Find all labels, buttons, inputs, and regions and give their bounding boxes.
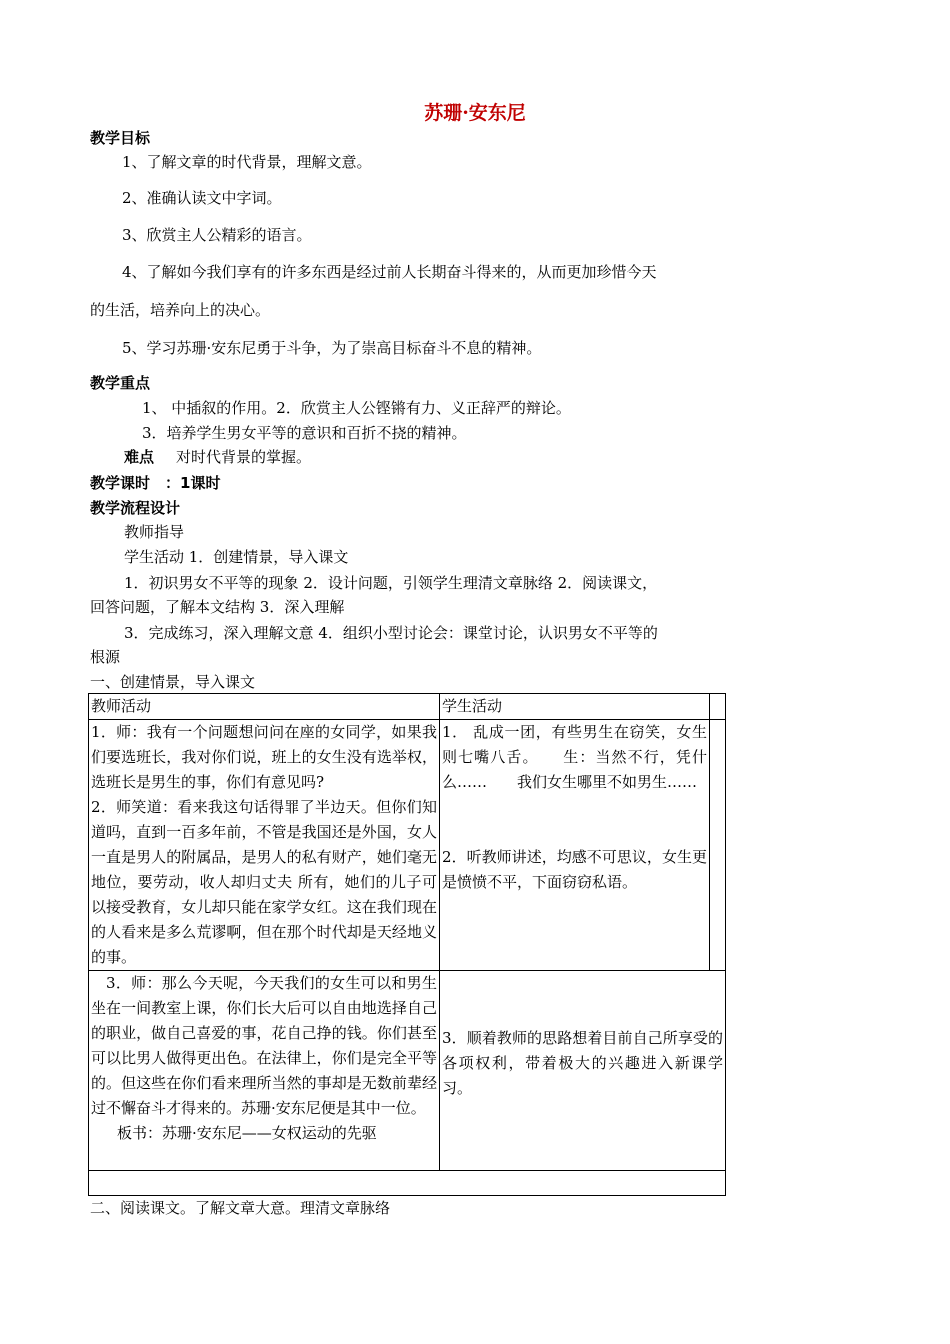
header-student-activity: 学生活动 (440, 694, 710, 720)
key-points-heading: 教学重点 (90, 374, 151, 392)
section-heading-1: 一、创建情景，导入课文 (90, 673, 256, 691)
board-writing: 板书：苏珊·安东尼——女权运动的先驱 (117, 1124, 377, 1142)
key-point-line: 3．培养学生男女平等的意识和百折不挠的精神。 (142, 424, 467, 442)
objective-item: 3、欣赏主人公精彩的语言。 (122, 226, 312, 244)
objective-item: 2、准确认读文中字词。 (122, 189, 282, 207)
class-hours: 教学课时 ：1课时 (90, 474, 221, 492)
teacher-activity-1: 1．师：我有一个问题想问问在座的女同学，如果我们要选班长，我对你们说，班上的女生没有选举权，选班长是男生的事，你们有意见吗? (91, 723, 437, 791)
teacher-activity-2: 2．师笑道：看来我这句话得罪了半边天。但你们知道吗，直到一百多年前，不管是我国还是外国，女人一直是男人的附属品，是男人的私有财产，她们毫无地位，要劳动，收人却归丈夫 所有，她们的儿子可以接受教育，女儿却只能在家学女红。这在我们现在的人看来是多么荒谬啊，但在那个时代却是天经地义的事。 (91, 798, 437, 966)
student-activity-cell (440, 971, 726, 1171)
flow-teacher-guide: 教师指导 (124, 523, 185, 541)
table-spacer-cell (710, 720, 726, 971)
flow-heading: 教学流程设计 (90, 499, 181, 517)
flow-student-activity: 学生活动 1．创建情景，导入课文 (124, 548, 349, 566)
difficulty-text: 对时代背景的掌握。 (176, 448, 312, 466)
student-activity-3: 3．顺着教师的思路想着目前自己所享受的各项权利，带着极大的兴趣进入新课学习。 (442, 1029, 723, 1097)
teacher-activity-cell (89, 720, 440, 971)
teacher-activity-cell (89, 971, 440, 1171)
table-spacer-cell (710, 694, 726, 720)
table-empty-row (89, 1171, 726, 1196)
student-activity-1: 1． 乱成一团，有些男生在窃笑，女生则七嘴八舌。 生：当然不行，凭什么…… 我们女生哪里不如男生…… (442, 723, 707, 791)
objective-item-continued: 的生活，培养向上的决心。 (90, 301, 271, 319)
flow-line: 回答问题，了解本文结构 3．深入理解 (90, 598, 345, 616)
difficulty-label: 难点 (124, 448, 155, 466)
flow-line: 1．初识男女不平等的现象 2．设计问题，引领学生理清文章脉络 2．阅读课文， (124, 574, 658, 592)
document-title: 苏珊·安东尼 (424, 102, 526, 124)
key-point-line: 1、 中插叙的作用。2．欣赏主人公铿锵有力、义正辞严的辩论。 (142, 399, 571, 417)
activity-table (88, 693, 726, 1196)
student-activity-2: 2．听教师讲述，均感不可思议，女生更是愤愤不平，下面窃窃私语。 (442, 848, 707, 891)
header-teacher-activity: 教师活动 (89, 694, 440, 720)
flow-line: 3．完成练习，深入理解文意 4．组织小型讨论会：课堂讨论，认识男女不平等的 (124, 624, 658, 642)
objective-item: 5、学习苏珊·安东尼勇于斗争，为了崇高目标奋斗不息的精神。 (122, 339, 542, 357)
objectives-heading: 教学目标 (90, 129, 151, 147)
objective-item: 4、了解如今我们享有的许多东西是经过前人长期奋斗得来的，从而更加珍惜今天 (122, 263, 657, 281)
student-activity-cell (440, 720, 710, 971)
teacher-activity-3: 3．师：那么今天呢，今天我们的女生可以和男生坐在一间教室上课，你们长大后可以自由地选择自己的职业，做自己喜爱的事，花自己挣的钱。你们甚至可以比男人做得更出色。在法律上，你们是完全平等的。但这些在你们看来理所当然的事却是无数前辈经过不懈奋斗才得来的。苏珊·安东尼便是其中一位。 (91, 974, 437, 1117)
flow-line: 根源 (90, 648, 121, 666)
section-heading-2: 二、阅读课文。了解文章大意。理清文章脉络 (90, 1199, 391, 1217)
objective-item: 1、了解文章的时代背景，理解文意。 (122, 153, 372, 171)
